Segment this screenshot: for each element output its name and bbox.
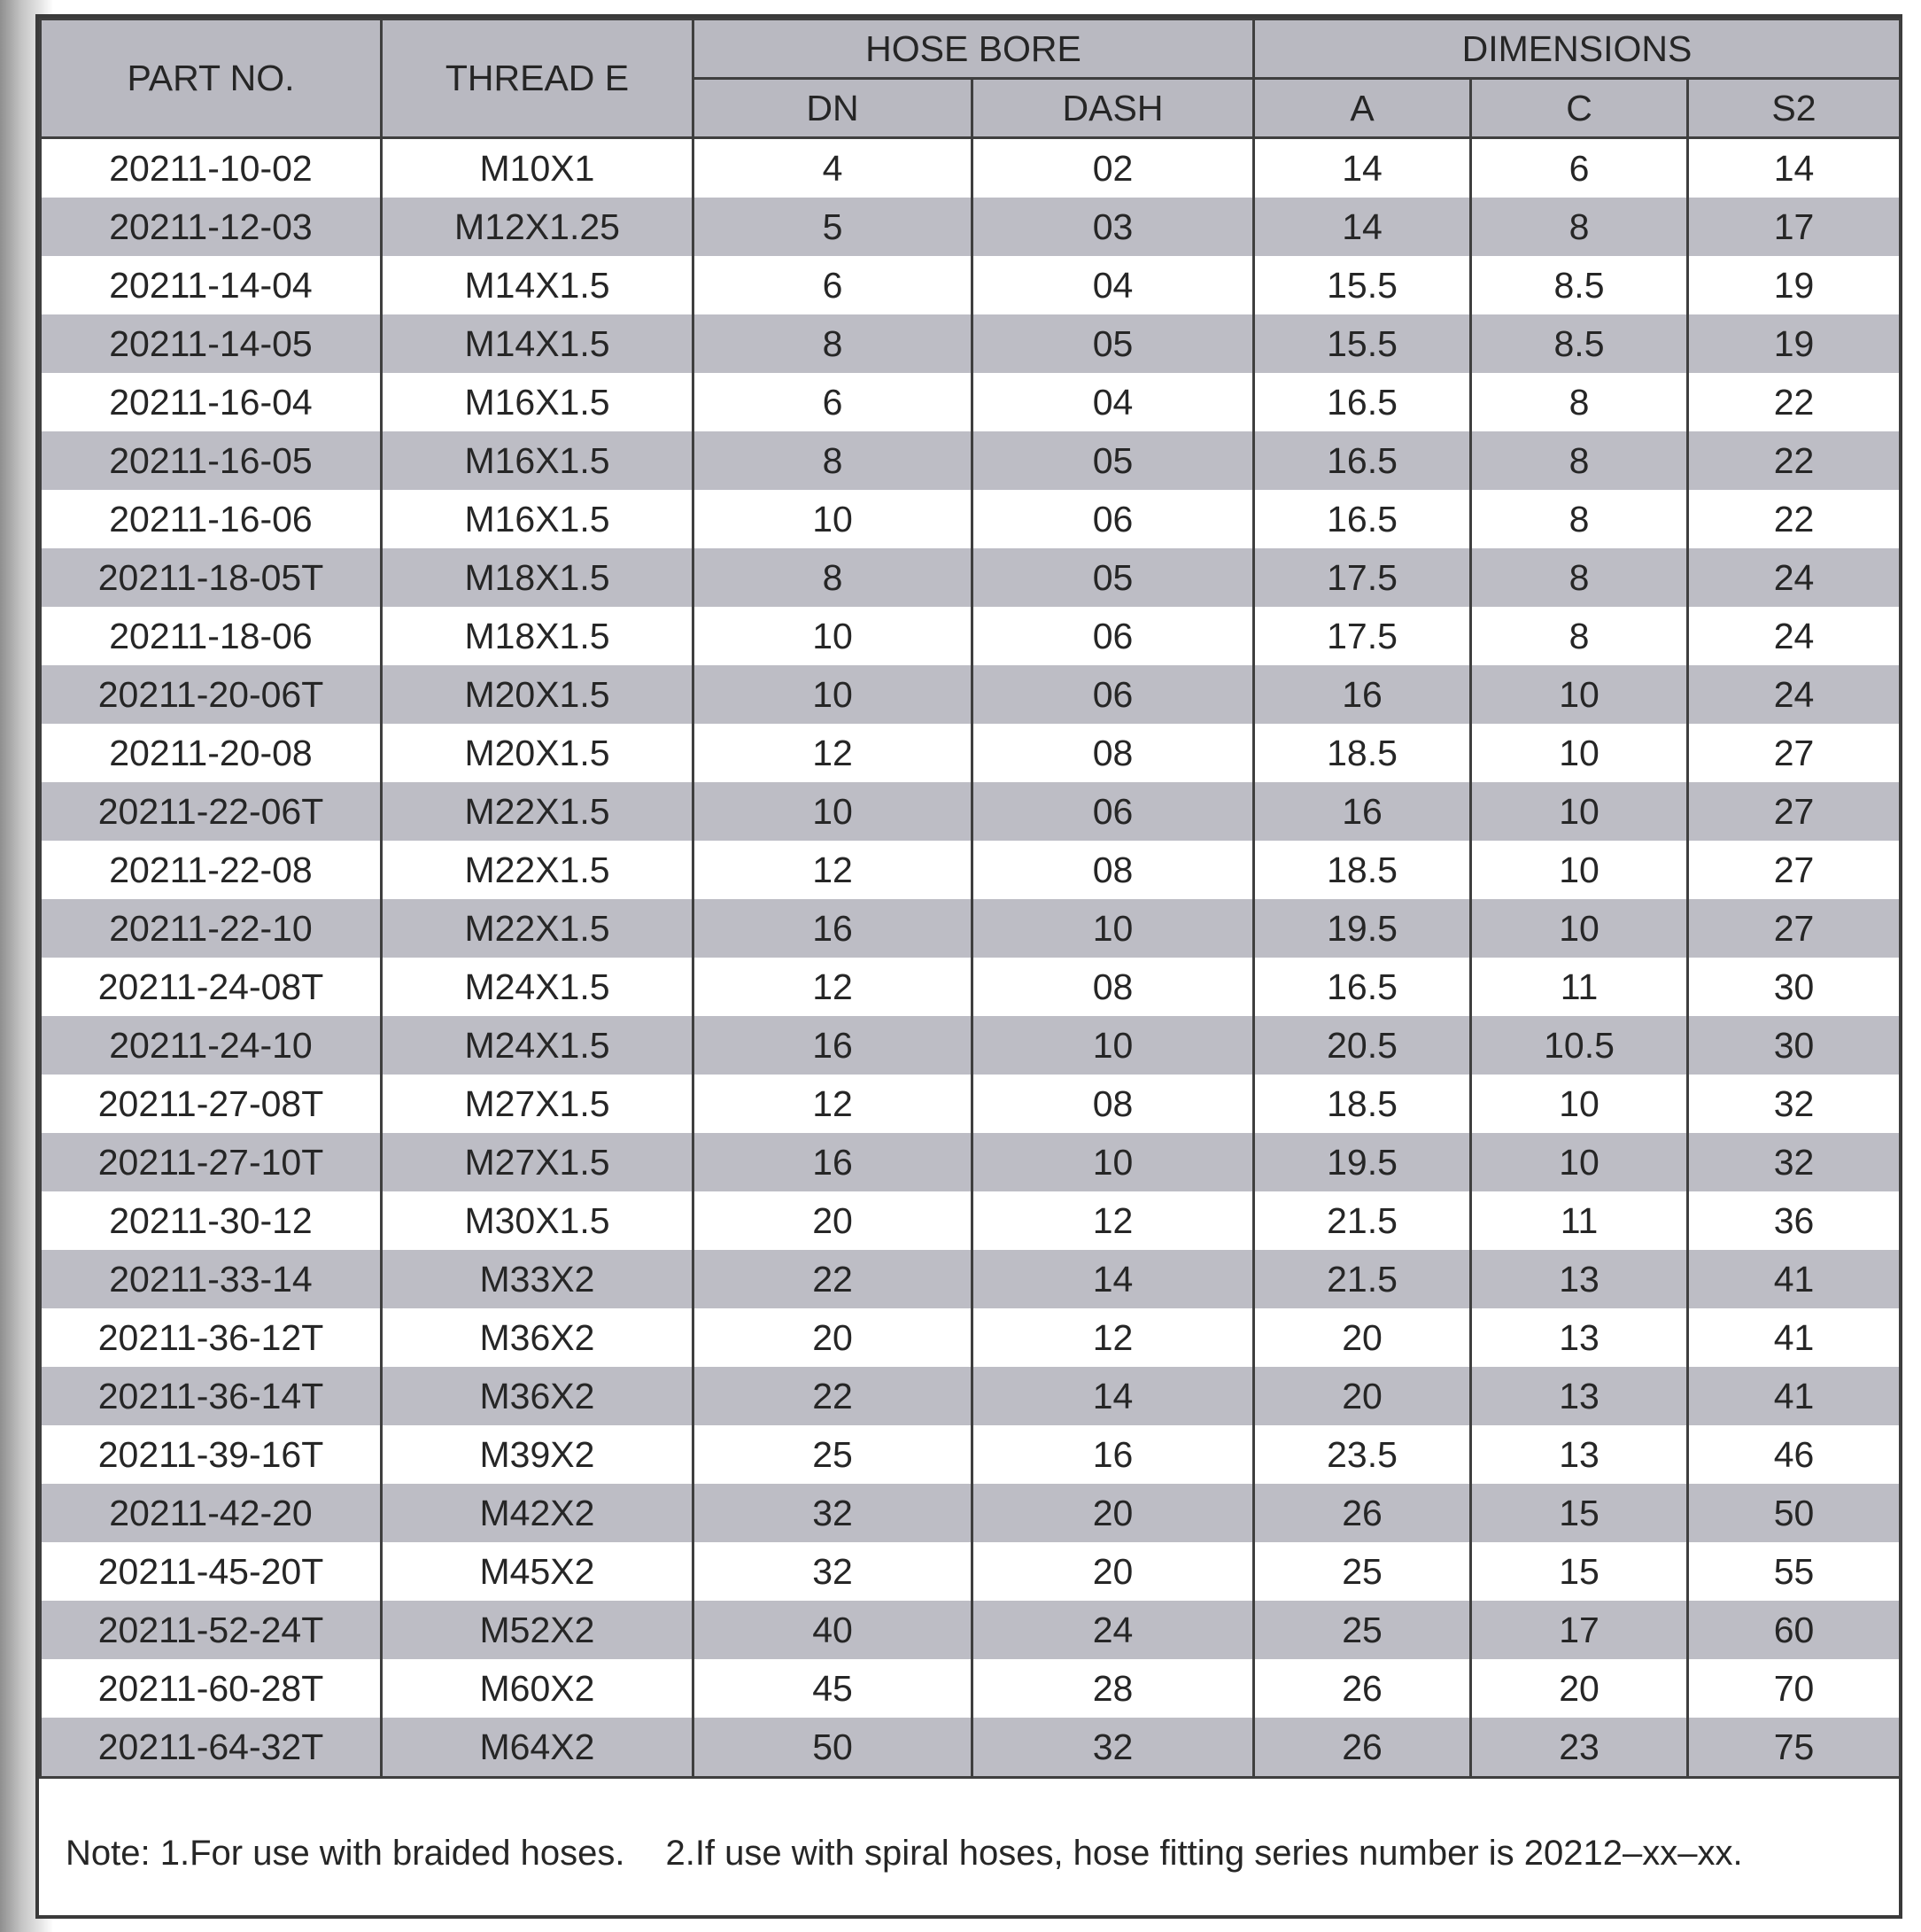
cell-dim-s2: 24 (1688, 548, 1901, 607)
cell-dim-a: 14 (1254, 138, 1471, 198)
cell-part-no: 20211-24-10 (41, 1016, 382, 1075)
cell-dn: 10 (693, 782, 972, 841)
cell-dim-s2: 41 (1688, 1308, 1901, 1367)
cell-dn: 16 (693, 1016, 972, 1075)
cell-dn: 45 (693, 1659, 972, 1718)
cell-dn: 6 (693, 373, 972, 431)
cell-dim-c: 11 (1471, 1191, 1688, 1250)
header-dn: DN (693, 79, 972, 138)
cell-dim-a: 20 (1254, 1308, 1471, 1367)
cell-dash: 05 (972, 314, 1254, 373)
cell-part-no: 20211-27-10T (41, 1133, 382, 1191)
cell-dash: 14 (972, 1250, 1254, 1308)
cell-dim-a: 26 (1254, 1718, 1471, 1778)
cell-thread-e: M39X2 (382, 1425, 693, 1484)
cell-dn: 6 (693, 256, 972, 314)
cell-part-no: 20211-24-08T (41, 958, 382, 1016)
cell-dim-c: 10 (1471, 1075, 1688, 1133)
cell-dn: 32 (693, 1484, 972, 1542)
cell-part-no: 20211-27-08T (41, 1075, 382, 1133)
cell-dim-c: 8 (1471, 607, 1688, 665)
cell-dim-c: 10 (1471, 1133, 1688, 1191)
cell-dn: 32 (693, 1542, 972, 1601)
cell-dash: 06 (972, 782, 1254, 841)
cell-thread-e: M27X1.5 (382, 1075, 693, 1133)
cell-dim-a: 15.5 (1254, 314, 1471, 373)
cell-dash: 06 (972, 490, 1254, 548)
table-row (41, 1659, 1901, 1718)
cell-dash: 20 (972, 1542, 1254, 1601)
cell-thread-e: M64X2 (382, 1718, 693, 1778)
cell-dim-c: 10.5 (1471, 1016, 1688, 1075)
table-row (41, 665, 1901, 724)
cell-dim-a: 16.5 (1254, 958, 1471, 1016)
cell-thread-e: M14X1.5 (382, 256, 693, 314)
cell-dim-c: 20 (1471, 1659, 1688, 1718)
cell-part-no: 20211-22-08 (41, 841, 382, 899)
cell-thread-e: M52X2 (382, 1601, 693, 1659)
table-row (41, 724, 1901, 782)
cell-dash: 04 (972, 256, 1254, 314)
cell-dn: 4 (693, 138, 972, 198)
cell-part-no: 20211-64-32T (41, 1718, 382, 1778)
table-row (41, 431, 1901, 490)
header-dimensions: DIMENSIONS (1254, 19, 1901, 79)
footnote-spiral: 2.If use with spiral hoses, hose fitting series number is 20212–xx–xx. (665, 1834, 1743, 1873)
cell-dim-a: 18.5 (1254, 841, 1471, 899)
cell-dim-c: 15 (1471, 1484, 1688, 1542)
cell-dash: 08 (972, 958, 1254, 1016)
cell-thread-e: M20X1.5 (382, 724, 693, 782)
cell-dn: 20 (693, 1191, 972, 1250)
cell-part-no: 20211-14-05 (41, 314, 382, 373)
cell-dim-s2: 32 (1688, 1075, 1901, 1133)
cell-thread-e: M42X2 (382, 1484, 693, 1542)
cell-dim-s2: 19 (1688, 314, 1901, 373)
cell-dn: 16 (693, 1133, 972, 1191)
cell-dim-c: 10 (1471, 841, 1688, 899)
cell-dim-c: 17 (1471, 1601, 1688, 1659)
cell-thread-e: M16X1.5 (382, 431, 693, 490)
cell-part-no: 20211-16-05 (41, 431, 382, 490)
cell-dash: 03 (972, 198, 1254, 256)
cell-dim-s2: 27 (1688, 782, 1901, 841)
cell-thread-e: M16X1.5 (382, 373, 693, 431)
cell-thread-e: M45X2 (382, 1542, 693, 1601)
table-row (41, 490, 1901, 548)
cell-dim-s2: 27 (1688, 899, 1901, 958)
table-row (41, 548, 1901, 607)
cell-dim-s2: 22 (1688, 490, 1901, 548)
cell-part-no: 20211-39-16T (41, 1425, 382, 1484)
cell-part-no: 20211-60-28T (41, 1659, 382, 1718)
cell-dim-a: 18.5 (1254, 1075, 1471, 1133)
table-row (41, 256, 1901, 314)
header-s2: S2 (1688, 79, 1901, 138)
cell-dash: 08 (972, 724, 1254, 782)
cell-dim-s2: 30 (1688, 958, 1901, 1016)
cell-dim-s2: 46 (1688, 1425, 1901, 1484)
cell-dim-s2: 32 (1688, 1133, 1901, 1191)
table-row (41, 841, 1901, 899)
cell-thread-e: M14X1.5 (382, 314, 693, 373)
cell-dn: 10 (693, 490, 972, 548)
cell-thread-e: M18X1.5 (382, 548, 693, 607)
cell-dash: 04 (972, 373, 1254, 431)
cell-part-no: 20211-22-10 (41, 899, 382, 958)
table-row (41, 1718, 1901, 1778)
cell-dash: 20 (972, 1484, 1254, 1542)
cell-dim-s2: 17 (1688, 198, 1901, 256)
cell-dim-s2: 30 (1688, 1016, 1901, 1075)
cell-part-no: 20211-52-24T (41, 1601, 382, 1659)
cell-dim-a: 23.5 (1254, 1425, 1471, 1484)
cell-dim-s2: 27 (1688, 724, 1901, 782)
cell-dn: 8 (693, 431, 972, 490)
cell-dash: 32 (972, 1718, 1254, 1778)
cell-dim-a: 17.5 (1254, 607, 1471, 665)
cell-part-no: 20211-20-06T (41, 665, 382, 724)
table-row (41, 1133, 1901, 1191)
cell-dash: 08 (972, 1075, 1254, 1133)
cell-dim-a: 17.5 (1254, 548, 1471, 607)
cell-dash: 12 (972, 1308, 1254, 1367)
cell-part-no: 20211-42-20 (41, 1484, 382, 1542)
cell-dn: 25 (693, 1425, 972, 1484)
cell-dn: 8 (693, 314, 972, 373)
cell-dash: 05 (972, 548, 1254, 607)
cell-dash: 10 (972, 1016, 1254, 1075)
cell-part-no: 20211-12-03 (41, 198, 382, 256)
cell-dn: 12 (693, 724, 972, 782)
cell-dim-s2: 41 (1688, 1367, 1901, 1425)
cell-dim-c: 11 (1471, 958, 1688, 1016)
cell-dn: 12 (693, 841, 972, 899)
table-row (41, 1484, 1901, 1542)
cell-dim-s2: 24 (1688, 607, 1901, 665)
cell-dash: 28 (972, 1659, 1254, 1718)
table-row (41, 958, 1901, 1016)
cell-dim-s2: 50 (1688, 1484, 1901, 1542)
header-a: A (1254, 79, 1471, 138)
cell-part-no: 20211-18-06 (41, 607, 382, 665)
cell-dim-c: 8 (1471, 373, 1688, 431)
cell-thread-e: M36X2 (382, 1367, 693, 1425)
cell-thread-e: M22X1.5 (382, 782, 693, 841)
cell-dim-c: 10 (1471, 899, 1688, 958)
cell-dim-s2: 41 (1688, 1250, 1901, 1308)
header-thread-e: THREAD E (382, 19, 693, 138)
cell-dim-a: 16 (1254, 782, 1471, 841)
cell-thread-e: M24X1.5 (382, 1016, 693, 1075)
table-row (41, 1425, 1901, 1484)
cell-dim-a: 18.5 (1254, 724, 1471, 782)
cell-dim-c: 13 (1471, 1425, 1688, 1484)
cell-dim-s2: 19 (1688, 256, 1901, 314)
cell-thread-e: M20X1.5 (382, 665, 693, 724)
cell-dim-a: 14 (1254, 198, 1471, 256)
cell-thread-e: M60X2 (382, 1659, 693, 1718)
cell-dash: 10 (972, 899, 1254, 958)
table-row (41, 1016, 1901, 1075)
cell-dn: 40 (693, 1601, 972, 1659)
cell-dim-c: 8.5 (1471, 314, 1688, 373)
table-row (41, 1542, 1901, 1601)
cell-dim-a: 26 (1254, 1484, 1471, 1542)
header-c: C (1471, 79, 1688, 138)
cell-dim-c: 8 (1471, 490, 1688, 548)
cell-dim-c: 8 (1471, 548, 1688, 607)
cell-thread-e: M27X1.5 (382, 1133, 693, 1191)
cell-dim-a: 25 (1254, 1542, 1471, 1601)
cell-thread-e: M12X1.25 (382, 198, 693, 256)
cell-dim-c: 15 (1471, 1542, 1688, 1601)
table-row (41, 1308, 1901, 1367)
cell-dim-a: 19.5 (1254, 899, 1471, 958)
cell-dim-a: 26 (1254, 1659, 1471, 1718)
cell-dim-c: 13 (1471, 1250, 1688, 1308)
cell-dim-a: 25 (1254, 1601, 1471, 1659)
cell-part-no: 20211-30-12 (41, 1191, 382, 1250)
cell-dn: 12 (693, 958, 972, 1016)
cell-dim-a: 21.5 (1254, 1250, 1471, 1308)
cell-thread-e: M33X2 (382, 1250, 693, 1308)
cell-part-no: 20211-36-14T (41, 1367, 382, 1425)
cell-dn: 10 (693, 607, 972, 665)
table-row (41, 138, 1901, 198)
cell-dash: 14 (972, 1367, 1254, 1425)
cell-part-no: 20211-36-12T (41, 1308, 382, 1367)
cell-dn: 16 (693, 899, 972, 958)
cell-dn: 8 (693, 548, 972, 607)
table-row (41, 782, 1901, 841)
table-row (41, 1250, 1901, 1308)
cell-dim-s2: 36 (1688, 1191, 1901, 1250)
table-header (41, 19, 1901, 138)
cell-dim-c: 10 (1471, 782, 1688, 841)
table-row (41, 1075, 1901, 1133)
cell-part-no: 20211-45-20T (41, 1542, 382, 1601)
cell-dash: 06 (972, 665, 1254, 724)
hose-fitting-spec-table (39, 18, 1902, 1779)
cell-dim-c: 8.5 (1471, 256, 1688, 314)
cell-dim-c: 8 (1471, 198, 1688, 256)
cell-part-no: 20211-20-08 (41, 724, 382, 782)
cell-dim-s2: 70 (1688, 1659, 1901, 1718)
cell-dash: 08 (972, 841, 1254, 899)
cell-dash: 05 (972, 431, 1254, 490)
cell-dim-c: 13 (1471, 1308, 1688, 1367)
cell-part-no: 20211-16-06 (41, 490, 382, 548)
cell-dim-s2: 22 (1688, 373, 1901, 431)
cell-thread-e: M10X1 (382, 138, 693, 198)
footnote (66, 1834, 1743, 1874)
table-row (41, 899, 1901, 958)
cell-dim-c: 10 (1471, 724, 1688, 782)
cell-part-no: 20211-18-05T (41, 548, 382, 607)
cell-thread-e: M36X2 (382, 1308, 693, 1367)
header-part-no: PART NO. (41, 19, 382, 138)
cell-dim-a: 16.5 (1254, 490, 1471, 548)
cell-thread-e: M16X1.5 (382, 490, 693, 548)
footnote-braided: Note: 1.For use with braided hoses. (66, 1834, 625, 1873)
cell-dim-s2: 14 (1688, 138, 1901, 198)
header-hose-bore: HOSE BORE (693, 19, 1254, 79)
cell-dim-s2: 75 (1688, 1718, 1901, 1778)
cell-dn: 22 (693, 1367, 972, 1425)
cell-thread-e: M18X1.5 (382, 607, 693, 665)
cell-thread-e: M30X1.5 (382, 1191, 693, 1250)
cell-part-no: 20211-10-02 (41, 138, 382, 198)
cell-dim-s2: 55 (1688, 1542, 1901, 1601)
cell-dash: 10 (972, 1133, 1254, 1191)
table-row (41, 314, 1901, 373)
cell-dim-a: 21.5 (1254, 1191, 1471, 1250)
cell-dim-a: 16.5 (1254, 431, 1471, 490)
table-body (41, 138, 1901, 1778)
cell-dim-s2: 24 (1688, 665, 1901, 724)
cell-dim-s2: 27 (1688, 841, 1901, 899)
table-row (41, 607, 1901, 665)
cell-part-no: 20211-16-04 (41, 373, 382, 431)
cell-dash: 12 (972, 1191, 1254, 1250)
cell-dim-s2: 22 (1688, 431, 1901, 490)
header-dash: DASH (972, 79, 1254, 138)
table-row (41, 1601, 1901, 1659)
cell-dim-a: 16.5 (1254, 373, 1471, 431)
cell-thread-e: M22X1.5 (382, 899, 693, 958)
cell-dn: 22 (693, 1250, 972, 1308)
cell-dn: 20 (693, 1308, 972, 1367)
table-row (41, 198, 1901, 256)
table-row (41, 1191, 1901, 1250)
cell-dim-c: 6 (1471, 138, 1688, 198)
cell-dim-c: 10 (1471, 665, 1688, 724)
cell-part-no: 20211-22-06T (41, 782, 382, 841)
cell-thread-e: M24X1.5 (382, 958, 693, 1016)
cell-dn: 50 (693, 1718, 972, 1778)
cell-dim-c: 8 (1471, 431, 1688, 490)
cell-dim-c: 23 (1471, 1718, 1688, 1778)
table-row (41, 1367, 1901, 1425)
cell-dim-a: 15.5 (1254, 256, 1471, 314)
cell-dash: 24 (972, 1601, 1254, 1659)
cell-dim-a: 20.5 (1254, 1016, 1471, 1075)
cell-dim-a: 19.5 (1254, 1133, 1471, 1191)
spec-sheet (35, 14, 1902, 1919)
cell-part-no: 20211-33-14 (41, 1250, 382, 1308)
cell-dn: 12 (693, 1075, 972, 1133)
cell-part-no: 20211-14-04 (41, 256, 382, 314)
cell-dash: 06 (972, 607, 1254, 665)
cell-dn: 5 (693, 198, 972, 256)
cell-dim-s2: 60 (1688, 1601, 1901, 1659)
cell-thread-e: M22X1.5 (382, 841, 693, 899)
cell-dash: 16 (972, 1425, 1254, 1484)
cell-dash: 02 (972, 138, 1254, 198)
cell-dim-a: 16 (1254, 665, 1471, 724)
table-row (41, 373, 1901, 431)
cell-dim-c: 13 (1471, 1367, 1688, 1425)
cell-dim-a: 20 (1254, 1367, 1471, 1425)
cell-dn: 10 (693, 665, 972, 724)
